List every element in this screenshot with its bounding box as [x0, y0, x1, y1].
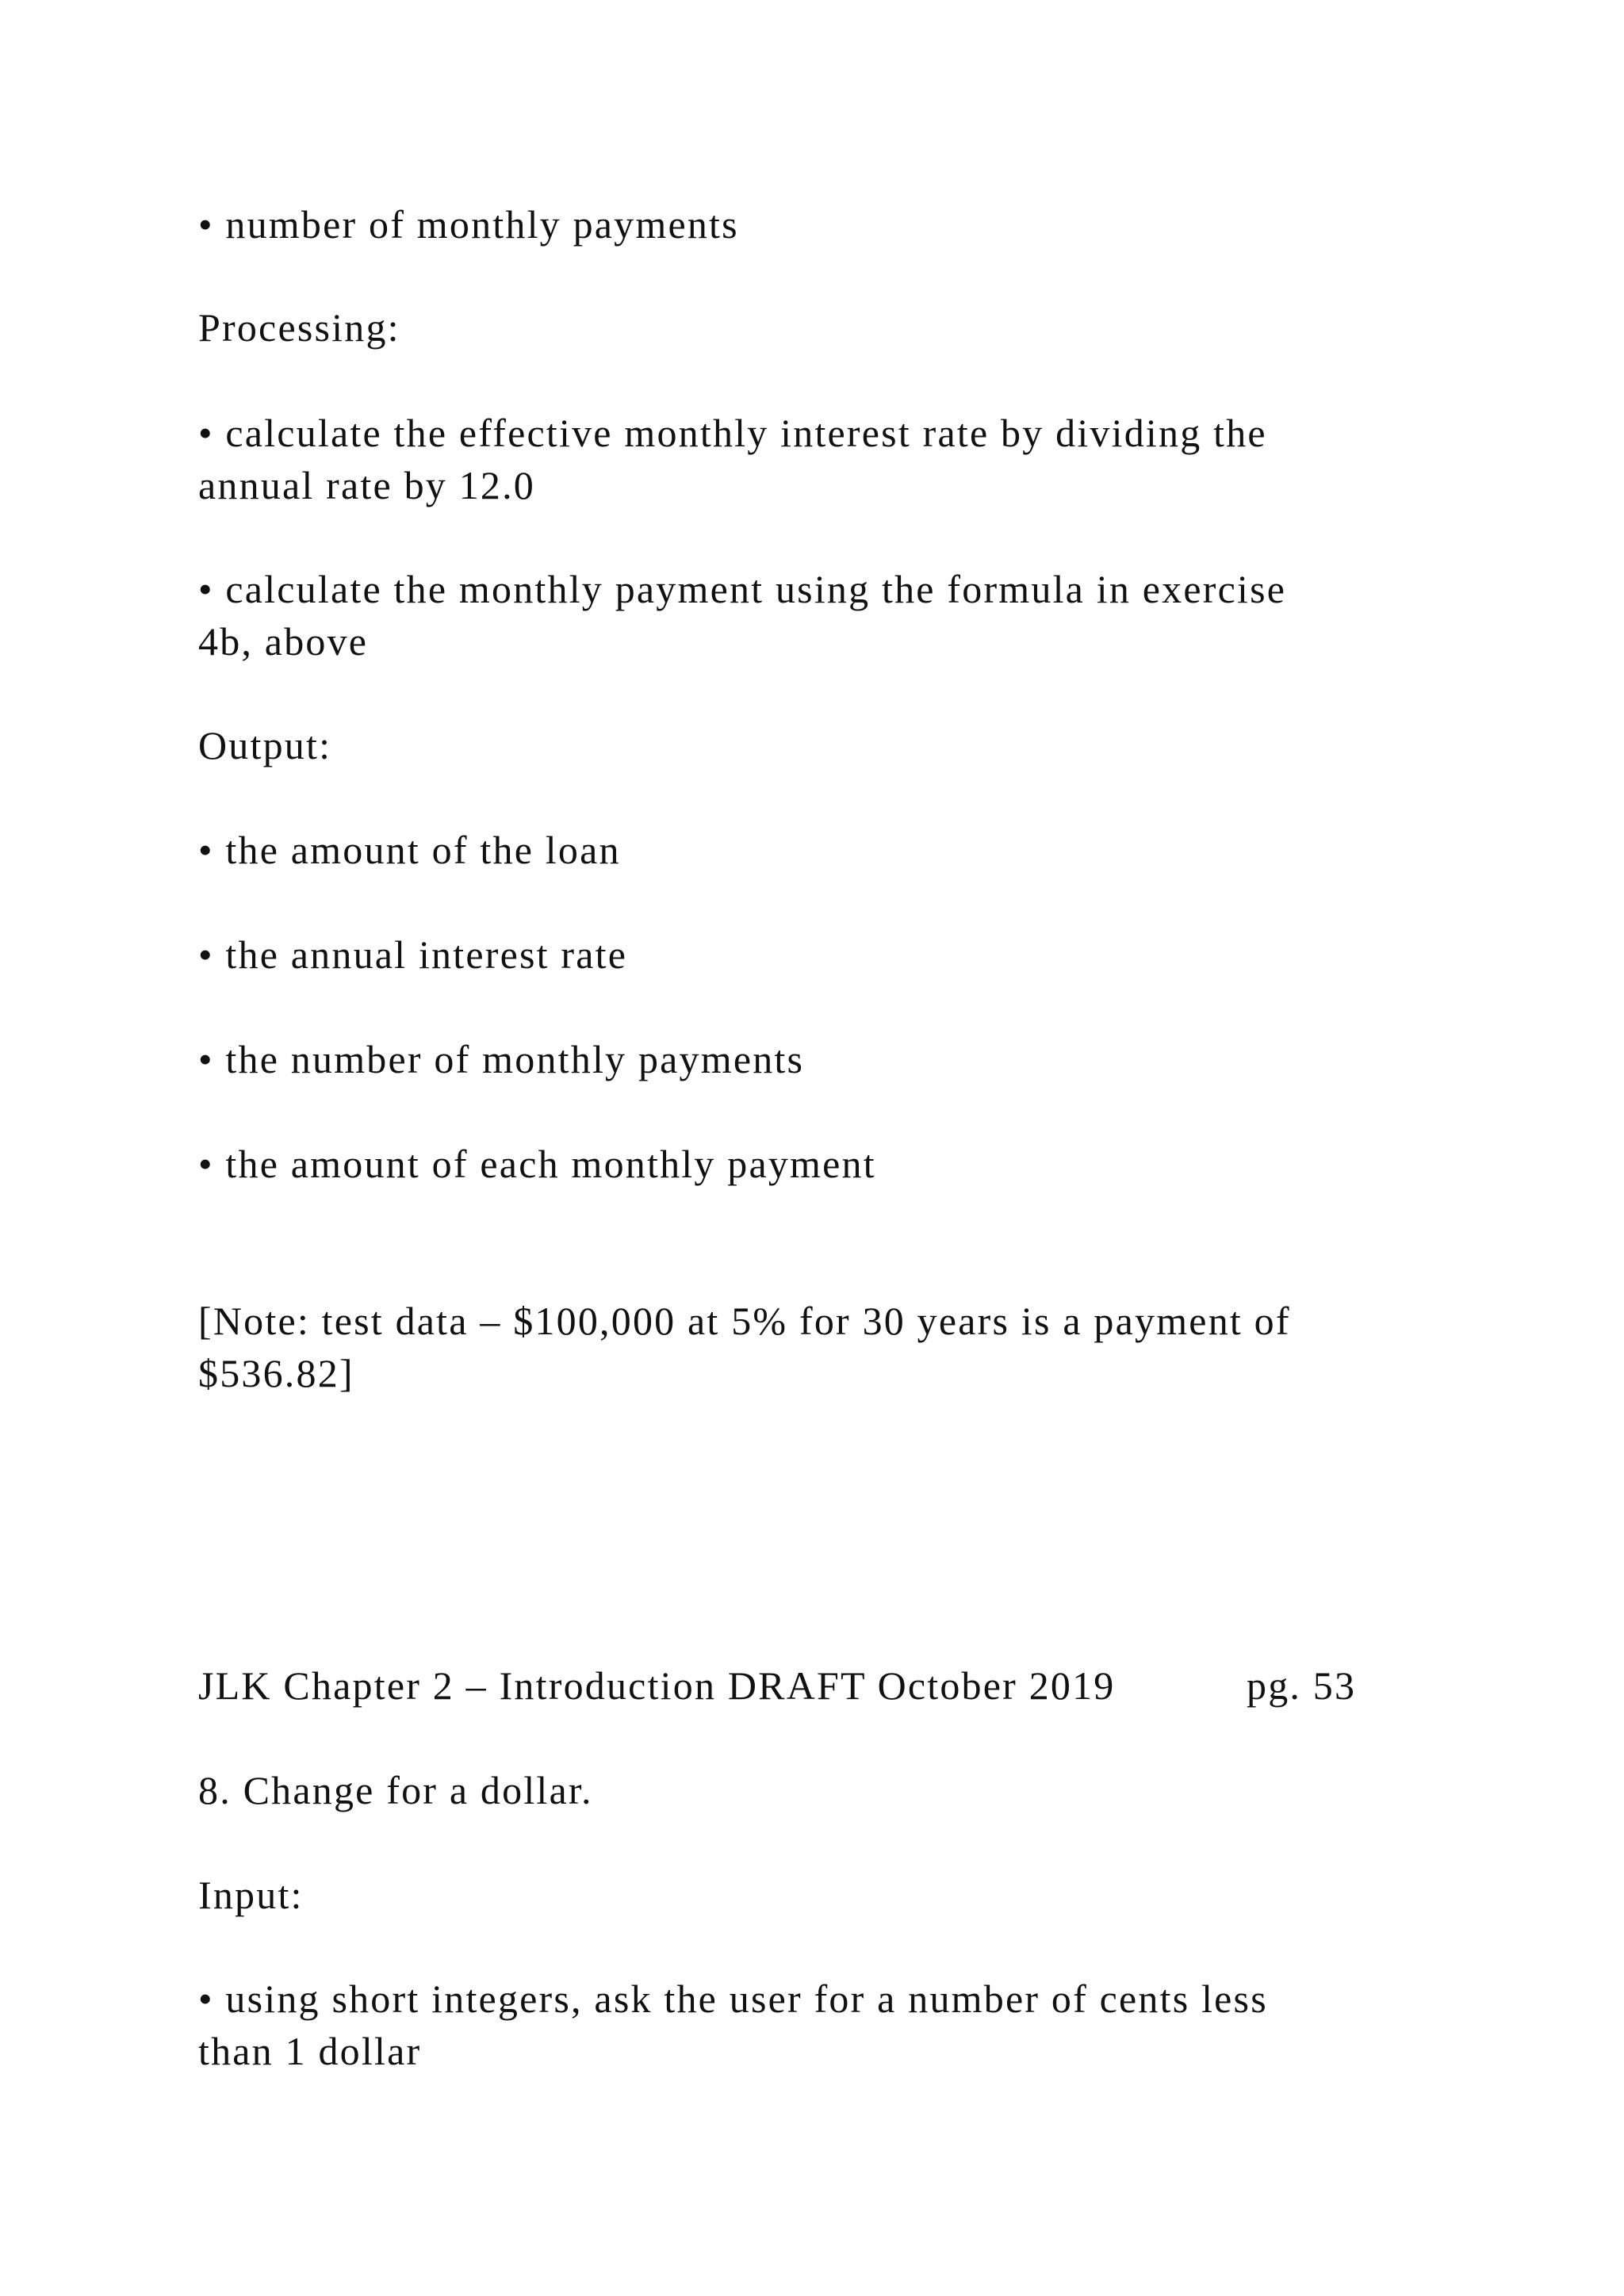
- output-heading: Output:: [198, 723, 332, 767]
- page-number: pg. 53: [1247, 1663, 1357, 1708]
- input-bullet-cents-line2: than 1 dollar: [198, 2029, 422, 2073]
- running-footer-title: JLK Chapter 2 – Introduction DRAFT October 2019: [198, 1663, 1116, 1708]
- exercise-title: 8. Change for a dollar.: [198, 1768, 593, 1812]
- processing-bullet-monthly-payment-line2: 4b, above: [198, 619, 369, 664]
- input-bullet-monthly-payments: • number of monthly payments: [198, 202, 739, 247]
- output-bullet-loan-amount: • the amount of the loan: [198, 828, 621, 872]
- processing-heading: Processing:: [198, 305, 400, 350]
- processing-bullet-monthly-payment-line1: • calculate the monthly payment using the formula in exercise: [198, 567, 1287, 611]
- output-bullet-number-payments: • the number of monthly payments: [198, 1037, 805, 1081]
- output-bullet-annual-rate: • the annual interest rate: [198, 932, 628, 977]
- input-bullet-cents-line1: • using short integers, ask the user for a number of cents less: [198, 1976, 1268, 2021]
- processing-bullet-interest-rate-line2: annual rate by 12.0: [198, 463, 536, 507]
- test-data-note-line1: [Note: test data – $100,000 at 5% for 30 years is a payment of: [198, 1299, 1291, 1343]
- processing-bullet-interest-rate-line1: • calculate the effective monthly interest rate by dividing the: [198, 411, 1267, 455]
- output-bullet-payment-amount: • the amount of each monthly payment: [198, 1142, 876, 1186]
- test-data-note-line2: $536.82]: [198, 1351, 354, 1395]
- input-heading: Input:: [198, 1873, 304, 1917]
